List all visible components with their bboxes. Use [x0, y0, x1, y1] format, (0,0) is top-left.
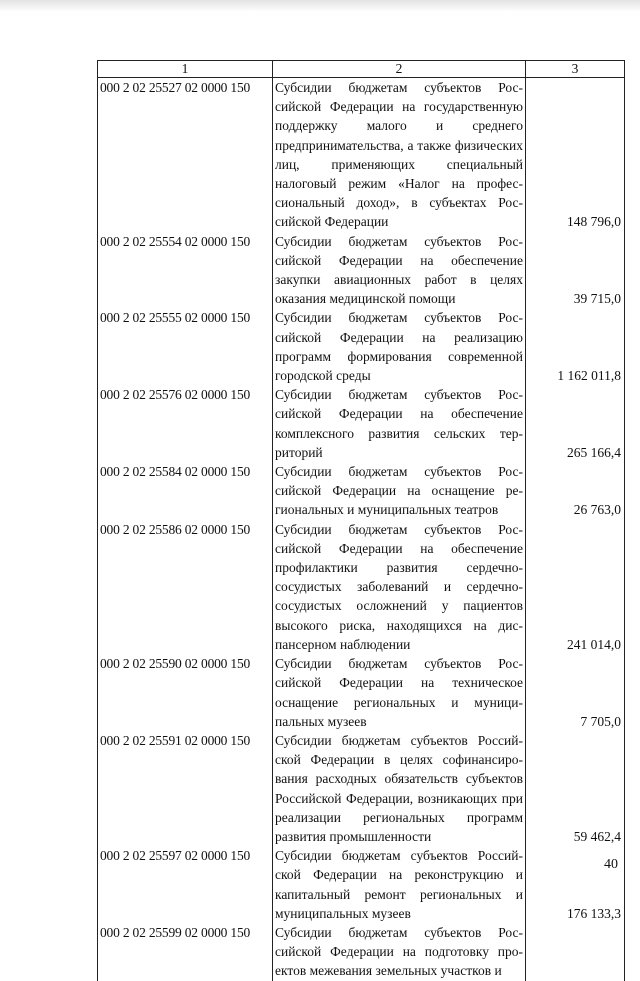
- description: Субсидии бюджетам субъектов Российской Федерации на оснащение региональных и муниципальных театров: [273, 462, 526, 520]
- description: Субсидии бюджетам субъектов Российской Федерации на подготовку проектов межевания земельных участков и: [273, 923, 526, 981]
- amount: 1 162 011,8: [526, 308, 625, 385]
- description: Субсидии бюджетам субъектов Российской Федерации на государственную поддержку малого и среднего предпринимательства, а также физических лиц, применяющих специальный налоговый режим «Налог на профессиональный доход», в субъектах Российской Федерации: [273, 78, 526, 232]
- table-row: [98, 731, 625, 846]
- amount: 39 715,0: [526, 232, 625, 309]
- description: Субсидии бюджетам субъектов Российской Федерации на реализацию программ формирования современной городской среды: [273, 308, 526, 385]
- table-row: [98, 654, 625, 731]
- description: Субсидии бюджетам субъектов Российской Федерации на обеспечение комплексного развития сельских территорий: [273, 385, 526, 462]
- description: Субсидии бюджетам субъектов Российской Федерации на техническое оснащение региональных и муниципальных музеев: [273, 654, 526, 731]
- budget-code: 000 2 02 25584 02 0000 150: [98, 462, 273, 520]
- budget-code: 000 2 02 25576 02 0000 150: [98, 385, 273, 462]
- table-row: [98, 462, 625, 520]
- amount: 148 796,0: [526, 78, 625, 232]
- table-row: [98, 308, 625, 385]
- amount: 176 133,3: [526, 846, 625, 923]
- table-row: [98, 520, 625, 654]
- table-row: [98, 923, 625, 981]
- page-number: 40: [604, 857, 618, 872]
- description: Субсидии бюджетам субъектов Российской Федерации в целях софинансирования расходных обязательств субъектов Российской Федерации, возникающих при реализации региональных программ развития промышленности: [273, 731, 526, 846]
- column-header-1: 1: [98, 61, 273, 78]
- budget-code: 000 2 02 25599 02 0000 150: [98, 923, 273, 981]
- table-row: [98, 385, 625, 462]
- amount: 59 462,4: [526, 731, 625, 846]
- budget-code: 000 2 02 25586 02 0000 150: [98, 520, 273, 654]
- column-header-2: 2: [273, 61, 526, 78]
- budget-table: [97, 60, 625, 981]
- description: Субсидии бюджетам субъектов Российской Федерации на обеспечение закупки авиационных работ в целях оказания медицинской помощи: [273, 232, 526, 309]
- description: Субсидии бюджетам субъектов Российской Федерации на обеспечение профилактики развития сердечно-сосудистых заболеваний и сердечно-сосудистых осложнений у пациентов высокого риска, находящихся на диспансерном наблюдении: [273, 520, 526, 654]
- amount: 241 014,0: [526, 520, 625, 654]
- table-header-row: [98, 61, 625, 78]
- column-header-3: 3: [526, 61, 625, 78]
- budget-code: 000 2 02 25554 02 0000 150: [98, 232, 273, 309]
- table-row: [98, 232, 625, 309]
- amount: 26 763,0: [526, 462, 625, 520]
- amount: 265 166,4: [526, 385, 625, 462]
- table-row: [98, 78, 625, 232]
- description: Субсидии бюджетам субъектов Российской Федерации на реконструкцию и капитальный ремонт региональных и муниципальных музеев: [273, 846, 526, 923]
- budget-code: 000 2 02 25527 02 0000 150: [98, 78, 273, 232]
- scan-edge-shade: [0, 0, 640, 12]
- budget-code: 000 2 02 25590 02 0000 150: [98, 654, 273, 731]
- amount: [526, 923, 625, 981]
- budget-code: 000 2 02 25591 02 0000 150: [98, 731, 273, 846]
- budget-code: 000 2 02 25555 02 0000 150: [98, 308, 273, 385]
- table-row: [98, 846, 625, 923]
- budget-code: 000 2 02 25597 02 0000 150: [98, 846, 273, 923]
- amount: 7 705,0: [526, 654, 625, 731]
